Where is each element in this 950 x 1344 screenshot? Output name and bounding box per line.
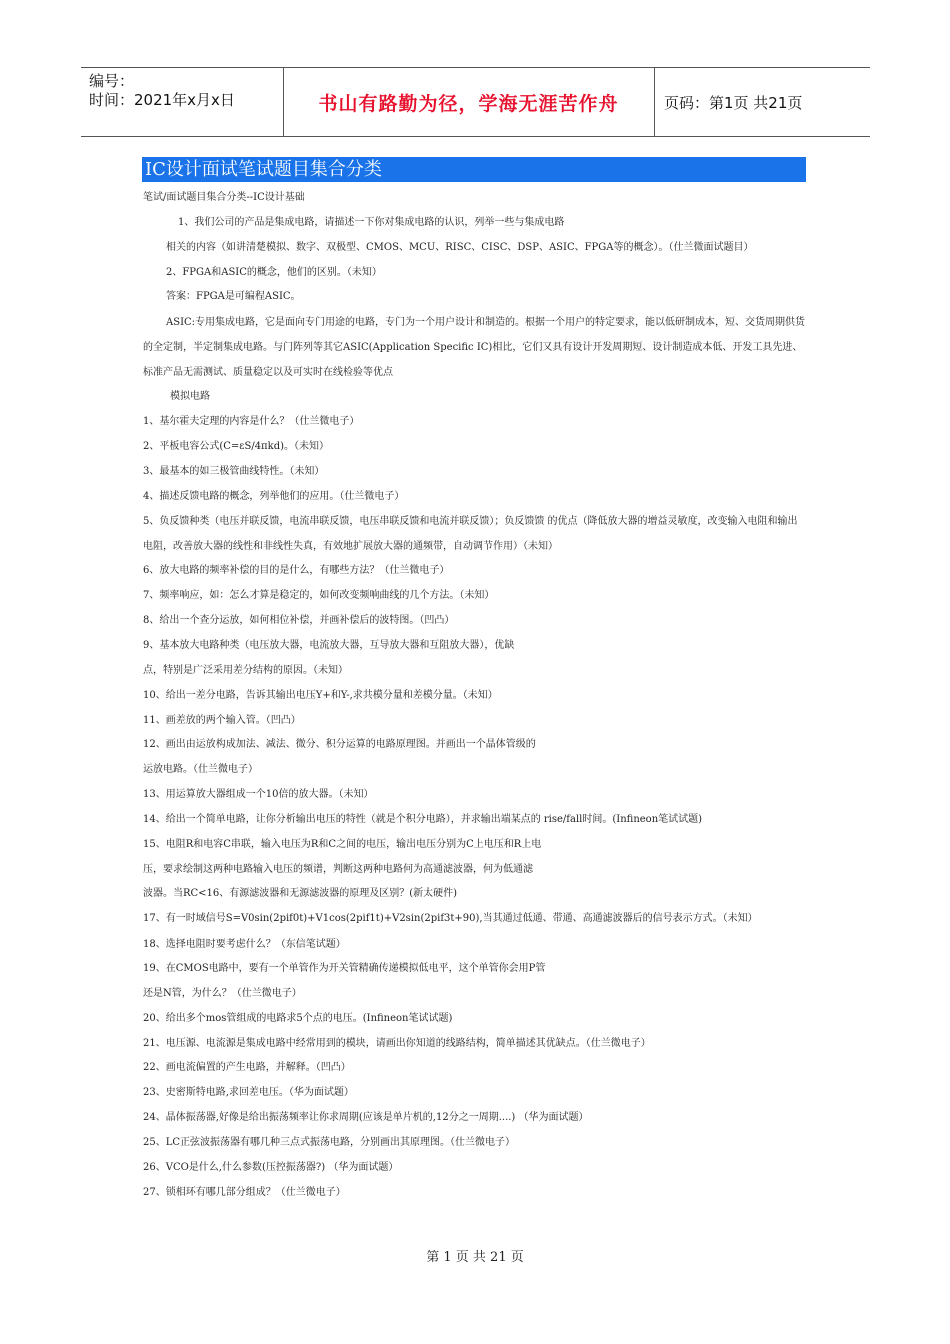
question-item: 5、负反馈种类（电压并联反馈，电流串联反馈，电压串联反馈和电流并联反馈）；负反馈馈 的优点（降低放大器的增益灵敏度，改变输入电阻和输出电阻，改善放大器的线性和非线性失真，有效地扩展放大器的通频带，自动调节作用）（未知） <box>143 516 798 553</box>
question-item: 8、给出一个查分运放，如何相位补偿，并画补偿后的波特图。（凹凸） <box>143 615 455 627</box>
body-line: 答案：FPGA是可编程ASIC。 <box>166 291 301 303</box>
question-item: 13、用运算放大器组成一个10倍的放大器。（未知） <box>143 789 374 801</box>
question-item: 运放电路。（仕兰微电子） <box>143 764 258 776</box>
section-heading: 模拟电路 <box>170 391 210 403</box>
question-item: 25、LC正弦波振荡器有哪几种三点式振荡电路，分别画出其原理图。（仕兰微电子） <box>143 1137 516 1148</box>
body-line: 2、FPGA和ASIC的概念，他们的区别。（未知） <box>166 266 382 278</box>
question-item: 26、VCO是什么,什么参数(压控振荡器?) （华为面试题） <box>143 1161 399 1173</box>
header-meta <box>89 72 235 110</box>
question-item: 15、电阻R和电容C串联，输入电压为R和C之间的电压，输出电压分别为C上电压和R上电 <box>143 838 542 850</box>
question-item: 4、描述反馈电路的概念，列举他们的应用。（仕兰微电子） <box>143 490 405 502</box>
document-number-label: 编号： <box>89 72 135 90</box>
question-item: 14、给出一个简单电路，让你分析输出电压的特性（就是个积分电路），并求输出端某点的 rise/fall时间。(Infineon笔试试题) <box>143 813 703 825</box>
page-header <box>81 67 870 137</box>
question-item: 9、基本放大电路种类（电压放大器，电流放大器，互导放大器和互阻放大器），优缺 <box>143 639 515 651</box>
question-item: 3、最基本的如三极管曲线特性。（未知） <box>143 465 325 477</box>
document-body <box>143 186 807 1206</box>
question-item: 还是N管，为什么？（仕兰微电子） <box>143 987 302 999</box>
body-line: 相关的内容（如讲清楚模拟、数字、双极型、CMOS、MCU、RISC、CISC、DSP、ASIC、FPGA等的概念）。（仕兰微面试题目） <box>166 241 754 253</box>
question-item: 21、电压源、电流源是集成电路中经常用到的模块，请画出你知道的线路结构，简单描述其优缺点。（仕兰微电子） <box>143 1037 651 1049</box>
header-divider <box>654 68 655 136</box>
question-item: 22、画电流偏置的产生电路，并解释。（凹凸） <box>143 1062 351 1074</box>
question-item: 11、画差放的两个输入管。（凹凸） <box>143 714 301 726</box>
question-item: 10、给出一差分电路，告诉其输出电压Y+和Y-,求共模分量和差模分量。（未知） <box>143 689 498 701</box>
question-item: 6、放大电路的频率补偿的目的是什么，有哪些方法？（仕兰微电子） <box>143 565 450 577</box>
question-item: 12、画出由运放构成加法、减法、微分、积分运算的电路原理图。并画出一个晶体管级的 <box>143 739 536 751</box>
question-item: 压，要求绘制这两种电路输入电压的频谱，判断这两种电路何为高通滤波器，何为低通滤 <box>143 863 533 875</box>
question-item: 19、在CMOS电路中，要有一个单管作为开关管精确传递模拟低电平，这个单管你会用P管 <box>143 963 546 975</box>
page-footer: 第 1 页 共 21 页 <box>426 1250 524 1265</box>
question-item: 24、晶体振荡器,好像是给出振荡频率让你求周期(应该是单片机的,12分之一周期....) （华为面试题） <box>143 1112 589 1124</box>
question-item: 1、基尔霍夫定理的内容是什么？（仕兰微电子） <box>143 416 360 428</box>
question-item: 18、选择电阻时要考虑什么？（东信笔试题） <box>143 939 346 951</box>
question-item: 波器。当RC<16、有源滤波器和无源滤波器的原理及区别？(新太硬件) <box>143 888 458 900</box>
question-item: 点，特别是广泛采用差分结构的原因。（未知） <box>143 664 348 676</box>
section-heading: 笔试/面试题目集合分类--IC设计基础 <box>143 192 305 203</box>
question-item: 23、史密斯特电路,求回差电压。（华为面试题） <box>143 1087 354 1099</box>
question-item: 2、平板电容公式(C=εS/4πkd)。（未知） <box>143 440 329 452</box>
body-paragraph: ASIC:专用集成电路，它是面向专门用途的电路，专门为一个用户设计和制造的。根据一个用户的特定要求，能以低研制成本，短、交货周期供货的全定制，半定制集成电路。与门阵列等其它ASIC(Application Specific IC)相比，它们又具有设计开发周期短、设计制造成本低、开发工具先进、标准产品无需测试、质量稳定以及可实时在线检验等优点 <box>143 317 806 379</box>
question-item: 27、锁相环有哪几部分组成？（仕兰微电子） <box>143 1186 346 1198</box>
question-item: 17、有一时域信号S=V0sin(2pif0t)+V1cos(2pif1t)+V2sin(2pif3t+90),当其通过低通、带通、高通滤波器后的信号表示方式。（未知） <box>143 913 758 925</box>
header-page-info: 页码：第1页 共21页 <box>664 93 803 112</box>
question-item: 20、给出多个mos管组成的电路求5个点的电压。(Infineon笔试试题) <box>143 1012 453 1024</box>
question-item: 7、频率响应，如：怎么才算是稳定的，如何改变频响曲线的几个方法。（未知） <box>143 590 495 602</box>
document-date: 时间：2021年x月x日 <box>89 91 235 109</box>
document-title: IC设计面试笔试题目集合分类 <box>142 157 806 182</box>
body-line: 1、我们公司的产品是集成电路，请描述一下你对集成电路的认识，列举一些与集成电路 <box>178 216 565 228</box>
header-motto: 书山有路勤为径，学海无涯苦作舟 <box>318 92 619 115</box>
